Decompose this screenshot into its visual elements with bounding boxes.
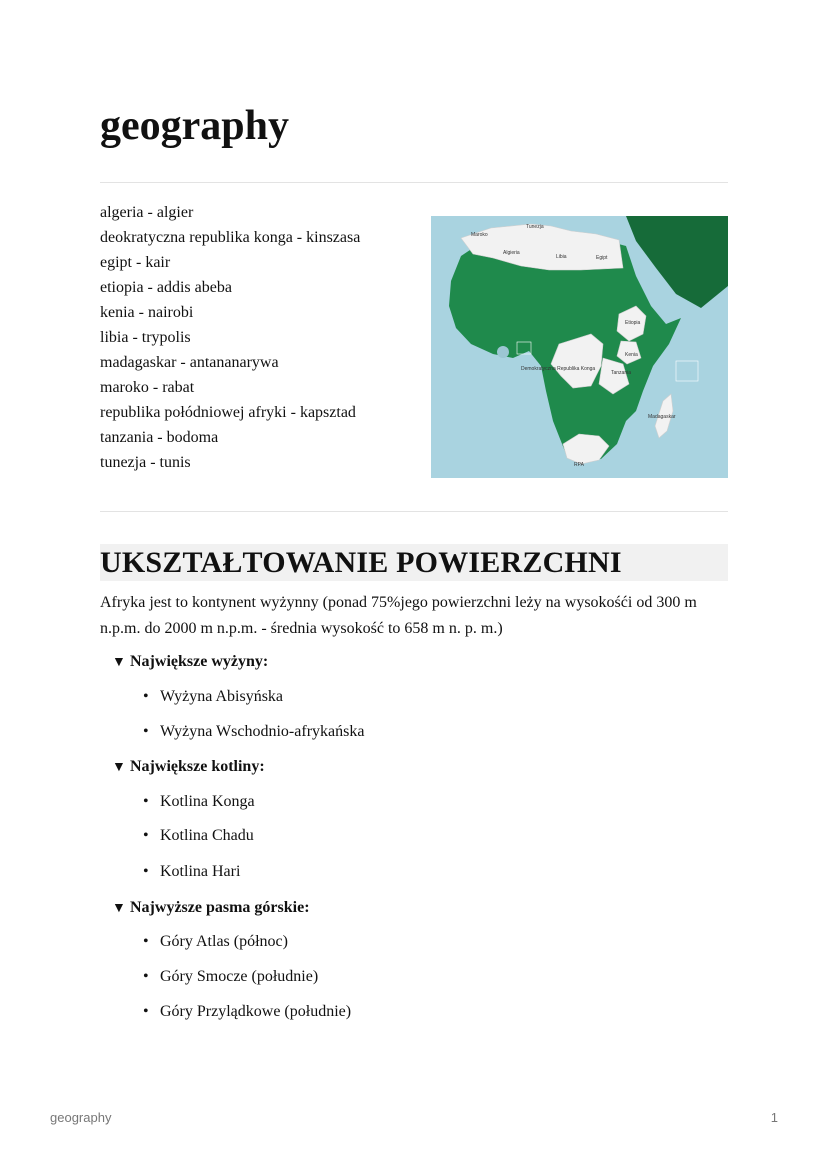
toggle-highlands[interactable] [112, 651, 268, 674]
list-item: republika połódniowej afryki - kapsztad [100, 404, 356, 421]
bullet-icon: • [143, 723, 149, 740]
africa-map [431, 216, 728, 478]
map-label: Demokratyczna Republika Konga [521, 366, 596, 372]
list-item-text: Wyżyna Abisyńska [160, 688, 284, 705]
list-item [143, 1001, 351, 1023]
list-item: deokratyczna republika konga - kinszasa [100, 229, 361, 246]
toggle-label: Najwyższe pasma górskie: [130, 899, 310, 916]
triangle-down-icon: ▼ [112, 901, 126, 916]
triangle-down-icon: ▼ [112, 655, 126, 670]
divider [100, 182, 728, 183]
list-item-text: Kotlina Hari [160, 863, 241, 880]
map-label: Etiopia [625, 320, 641, 326]
map-label: Madagaskar [648, 414, 676, 420]
list-item-text: Wyżyna Wschodnio-afrykańska [160, 723, 365, 740]
intro-paragraph: Afryka jest to kontynent wyżynny (ponad 75%jego powierzchni leży na wysokośći od 300 m n.p.m. do 2000 m n.p.m. - średnia wysokość to 658 m n. p. m.) [100, 594, 697, 637]
toggle-basins[interactable] [112, 756, 265, 779]
list-item [143, 825, 254, 847]
capitals-list [100, 200, 410, 475]
map-label: Algieria [503, 250, 520, 256]
list-item: maroko - rabat [100, 379, 195, 396]
page-title: geography [100, 103, 289, 149]
bullet-icon: • [143, 793, 149, 810]
page-number: 1 [770, 1110, 778, 1125]
list-item [143, 791, 255, 813]
list-item-text: Góry Atlas (północ) [160, 933, 288, 950]
list-item [143, 931, 288, 953]
section-heading: UKSZTAŁTOWANIE POWIERZCHNI [100, 544, 728, 581]
map-label: Kenia [625, 352, 638, 358]
triangle-down-icon: ▼ [112, 760, 126, 775]
list-item-text: Kotlina Konga [160, 793, 255, 810]
list-item [143, 686, 283, 708]
bullet-icon: • [143, 933, 149, 950]
list-item: tanzania - bodoma [100, 429, 219, 446]
list-item [143, 721, 364, 743]
list-item [143, 861, 240, 883]
list-item: libia - trypolis [100, 329, 191, 346]
list-item-text: Kotlina Chadu [160, 827, 254, 844]
bullet-icon: • [143, 688, 149, 705]
list-item: algeria - algier [100, 204, 194, 221]
bullet-icon: • [143, 968, 149, 985]
divider [100, 511, 728, 512]
list-item [143, 966, 318, 988]
toggle-mountains[interactable] [112, 897, 310, 920]
list-item-text: Góry Smocze (południe) [160, 968, 319, 985]
map-island [497, 346, 509, 358]
list-item: kenia - nairobi [100, 304, 194, 321]
list-item-text: Góry Przylądkowe (południe) [160, 1003, 352, 1020]
map-label: Egipt [596, 255, 608, 261]
map-label: Tanzania [611, 370, 632, 376]
map-label: Maroko [471, 232, 488, 238]
bullet-icon: • [143, 827, 149, 844]
toggle-label: Największe wyżyny: [130, 653, 269, 670]
list-item: egipt - kair [100, 254, 171, 271]
list-item: etiopia - addis abeba [100, 279, 232, 296]
list-item: madagaskar - antananarywa [100, 354, 279, 371]
list-item: tunezja - tunis [100, 454, 191, 471]
map-label: Libia [556, 254, 567, 260]
bullet-icon: • [143, 863, 149, 880]
map-label: RPA [574, 462, 584, 468]
bullet-icon: • [143, 1003, 149, 1020]
map-label: Tunezja [526, 224, 544, 230]
toggle-label: Największe kotliny: [130, 758, 265, 775]
footer-title: geography [50, 1110, 112, 1125]
